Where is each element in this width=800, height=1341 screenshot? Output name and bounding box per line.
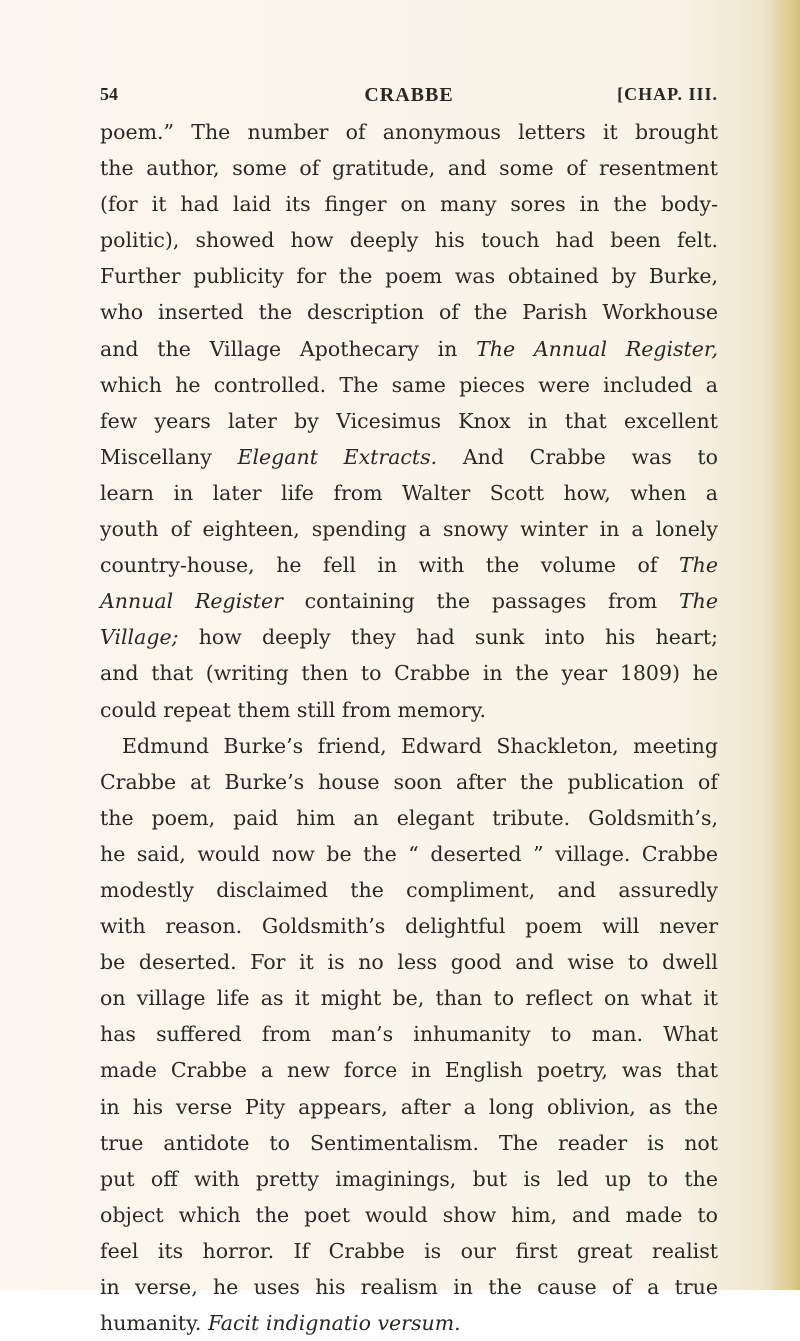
text-line — [100, 150, 718, 186]
text-line-content: (for it had laid its finger on many sores in the body- — [100, 192, 718, 217]
text-line — [100, 403, 718, 439]
italic-text: Elegant Extracts. — [237, 444, 438, 469]
text-line — [100, 619, 718, 655]
text-line-content: and that (writing then to Crabbe in the year 1809) he — [100, 661, 718, 686]
text-segment: containing the passages from — [282, 589, 679, 614]
text-line — [100, 980, 718, 1016]
text-line-content: object which the poet would show him, and made to — [100, 1202, 718, 1227]
body-text — [100, 114, 718, 1341]
text-line — [100, 1197, 718, 1233]
text-line — [100, 222, 718, 258]
page-header — [100, 84, 718, 114]
text-line-content: Edmund Burke’s friend, Edward Shackleton, meeting — [122, 733, 718, 758]
text-line — [100, 692, 718, 728]
text-segment: Miscellany — [100, 444, 238, 469]
text-segment: how deeply they had sunk into his heart; — [178, 625, 718, 650]
text-line-content: who inserted the description of the Parish Workhouse — [100, 300, 718, 325]
text-line — [100, 294, 718, 330]
text-line — [100, 114, 718, 150]
text-line-content: true antidote to Sentimentalism. The reader is not — [100, 1130, 718, 1155]
text-line — [100, 944, 718, 980]
text-line-content: youth of eighteen, spending a snowy winter in a lonely — [100, 517, 718, 542]
text-line — [100, 872, 718, 908]
text-line — [100, 1233, 718, 1269]
text-line — [100, 511, 718, 547]
text-line — [100, 186, 718, 222]
text-line-content: he said, would now be the “ deserted ” village. Crabbe — [100, 841, 718, 866]
text-line — [100, 1016, 718, 1052]
text-line — [100, 258, 718, 294]
text-line — [100, 1089, 718, 1125]
text-line-content: in his verse Pity appears, after a long oblivion, as the — [100, 1094, 718, 1119]
text-line-content: the author, some of gratitude, and some of resentment — [100, 156, 718, 181]
text-segment: and the Village Apothecary in — [100, 336, 477, 361]
text-segment: And Crabbe was to — [437, 444, 718, 469]
text-line-content: feel its horror. If Crabbe is our first great realist — [100, 1238, 718, 1263]
italic-text: Annual Register — [100, 589, 283, 614]
text-line-content: the poem, paid him an elegant tribute. Goldsmith’s, — [100, 805, 718, 830]
text-line — [100, 908, 718, 944]
text-line — [100, 655, 718, 691]
text-line — [100, 1052, 718, 1088]
italic-text: Village; — [100, 625, 179, 650]
text-line — [100, 1269, 718, 1305]
chapter-label: [CHAP. III. — [617, 84, 718, 104]
italic-text: Facit indignatio versum. — [207, 1311, 461, 1336]
italic-text: The Annual Register, — [476, 336, 718, 361]
text-line — [100, 367, 718, 403]
text-line — [100, 583, 718, 619]
text-line — [100, 728, 718, 764]
text-line — [100, 1161, 718, 1197]
text-line-content: be deserted. For it is no less good and wise to dwell — [100, 950, 718, 975]
text-line-content: with reason. Goldsmith’s delightful poem will never — [100, 914, 718, 939]
text-line-content: learn in later life from Walter Scott how, when a — [100, 480, 718, 505]
text-line — [100, 475, 718, 511]
running-head: CRABBE — [364, 84, 454, 106]
text-line — [100, 331, 718, 367]
italic-text: The — [678, 589, 718, 614]
page-number: 54 — [100, 84, 118, 104]
text-line-content: poem.” The number of anonymous letters it brought — [100, 120, 718, 144]
text-line — [100, 439, 718, 475]
page-edge-shading — [772, 0, 800, 1290]
text-line — [100, 1305, 718, 1341]
text-line-content: made Crabbe a new force in English poetry, was that — [100, 1058, 718, 1083]
italic-text: The — [678, 553, 718, 578]
text-line — [100, 764, 718, 800]
text-line-content: few years later by Vicesimus Knox in that excellent — [100, 408, 718, 433]
text-line — [100, 1125, 718, 1161]
text-segment: humanity. — [100, 1311, 208, 1336]
text-line — [100, 547, 718, 583]
text-segment: country-house, he fell in with the volume of — [100, 553, 679, 578]
text-line — [100, 836, 718, 872]
text-line-content: has suffered from man’s inhumanity to man. What — [100, 1022, 718, 1047]
text-line-content: could repeat them still from memory. — [100, 697, 487, 722]
text-line-content: put off with pretty imaginings, but is led up to the — [100, 1166, 718, 1191]
text-line-content: modestly disclaimed the compliment, and assuredly — [100, 877, 718, 902]
text-line-content: on village life as it might be, than to reflect on what it — [100, 986, 718, 1011]
text-line-content: which he controlled. The same pieces were included a — [100, 372, 718, 397]
text-line-content: Further publicity for the poem was obtained by Burke, — [100, 264, 718, 289]
text-line-content: politic), showed how deeply his touch had been felt. — [100, 228, 718, 253]
text-line-content: in verse, he uses his realism in the cause of a true — [100, 1275, 718, 1299]
text-line-content: Crabbe at Burke’s house soon after the publication of — [100, 769, 718, 794]
text-line — [100, 800, 718, 836]
